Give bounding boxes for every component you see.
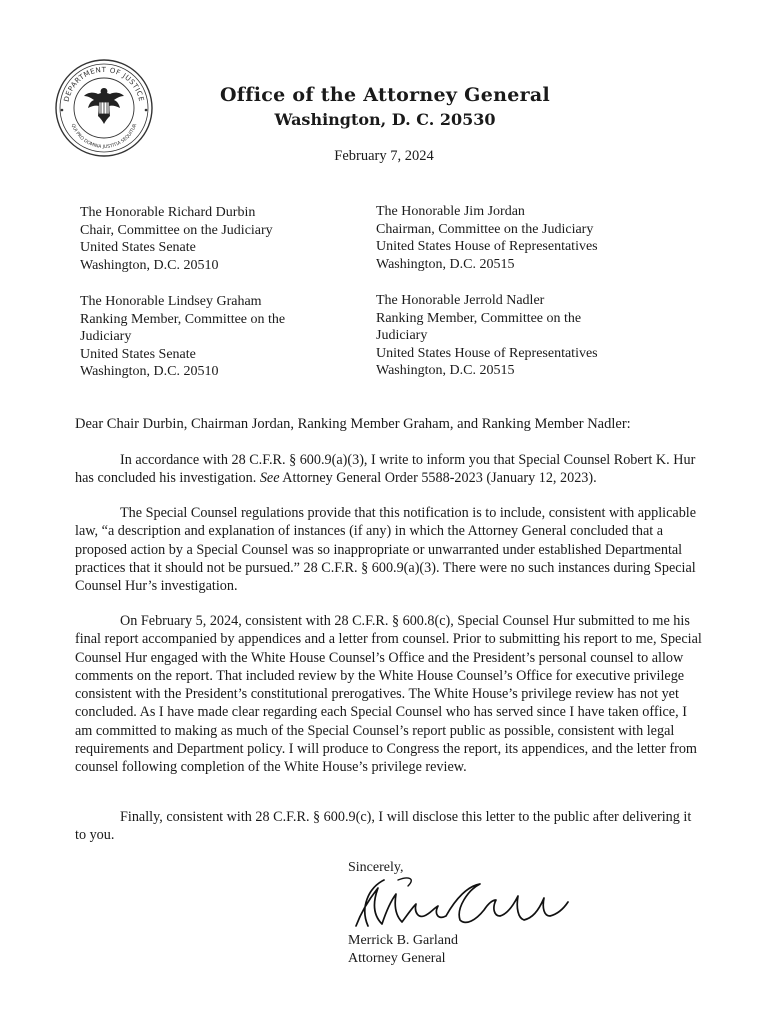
doj-seal [54, 58, 154, 158]
body-paragraph-3: On February 5, 2024, consistent with 28 C.F.R. § 600.8(c), Special Counsel Hur submitted to me his final report accompanied by appendices and a letter from counsel. Prior to submitting his report to me, Special Counsel Hur engaged with the White House Counsel’s Office and the President’s personal counsel to allow comments on the report. That included review by the White House Counsel’s Office for executive privilege consistent with the President’s constitutional prerogatives. The White House’s privilege review has not yet concluded. As I have made clear regarding each Special Counsel who has served since I have taken office, I am committed to making as much of the Special Counsel’s report public as possible, consistent with legal requirements and Department policy. I will produce to Congress the report, its appendices, and the letter from counsel following completion of the White House’s privilege review. [75, 613, 702, 776]
addressee-nadler [376, 292, 598, 380]
paragraph-text: In accordance with 28 C.F.R. § 600.9(a)(3), I write to inform you that Special Counsel Robert K. Hur has concluded his investigation. [75, 452, 696, 487]
address-line: The Honorable Lindsey Graham [80, 294, 262, 309]
address-line: Ranking Member, Committee on the [376, 310, 582, 326]
address-line: Washington, D.C. 20510 [80, 364, 219, 379]
address-line: The Honorable Jerrold Nadler [376, 293, 545, 308]
citation-signal: See [259, 470, 280, 487]
eagle-icon [84, 88, 124, 124]
addressee-durbin [80, 204, 273, 274]
addressee-jordan [376, 203, 598, 273]
body-paragraph-1 [75, 451, 705, 488]
addressee-graham [80, 293, 285, 381]
signer-name: Merrick B. Garland [348, 933, 459, 948]
body-paragraph-2: The Special Counsel regulations provide that this notification is to include, consistent with applicable law, “a description and explanation of instances (if any) in which the Attorney General concluded that a proposed action by a Special Counsel was so inappropriate or unwarranted under established Departmental practices that it should not be pursued.” 28 C.F.R. § 600.9(a)(3). There were no such instances during Special Counsel Hur’s investigation. [75, 505, 697, 595]
address-line: United States House of Representatives [376, 239, 598, 254]
office-title: Office of the Attorney General [219, 84, 551, 106]
address-line: Judiciary [376, 328, 428, 343]
address-line: United States Senate [80, 346, 196, 362]
address-line: United States House of Representatives [376, 345, 598, 361]
signature-block [348, 932, 458, 968]
address-line: Washington, D.C. 20515 [376, 363, 515, 378]
paragraph-text: Attorney General Order 5588-2023 (January 12, 2023). [279, 470, 597, 487]
seal-top-text: DEPARTMENT OF JUSTICE [62, 65, 146, 103]
letterhead [150, 84, 620, 129]
seal-bottom-text: QUI PRO DOMINA JUSTITIA SEQUITUR [69, 123, 139, 151]
address-line: Chair, Committee on the Judiciary [80, 222, 273, 238]
address-line: Judiciary [80, 329, 132, 344]
letter-date: February 7, 2024 [334, 148, 434, 164]
address-line: Ranking Member, Committee on the [80, 311, 286, 327]
signer-title: Attorney General [348, 951, 446, 966]
closing: Sincerely, [348, 860, 404, 875]
address-line: The Honorable Jim Jordan [376, 204, 525, 219]
address-line: Washington, D.C. 20510 [80, 257, 219, 273]
address-line: The Honorable Richard Durbin [80, 205, 256, 220]
address-line: Washington, D.C. 20515 [376, 256, 515, 272]
address-line: United States Senate [80, 240, 196, 255]
salutation: Dear Chair Durbin, Chairman Jordan, Ranking Member Graham, and Ranking Member Nadler: [75, 416, 631, 432]
office-address: Washington, D. C. 20530 [274, 110, 496, 129]
body-paragraph-4: Finally, consistent with 28 C.F.R. § 600.9(c), I will disclose this letter to the public after delivering it to you. [75, 809, 692, 844]
handwritten-signature [338, 868, 578, 938]
address-line: Chairman, Committee on the Judiciary [376, 221, 594, 237]
